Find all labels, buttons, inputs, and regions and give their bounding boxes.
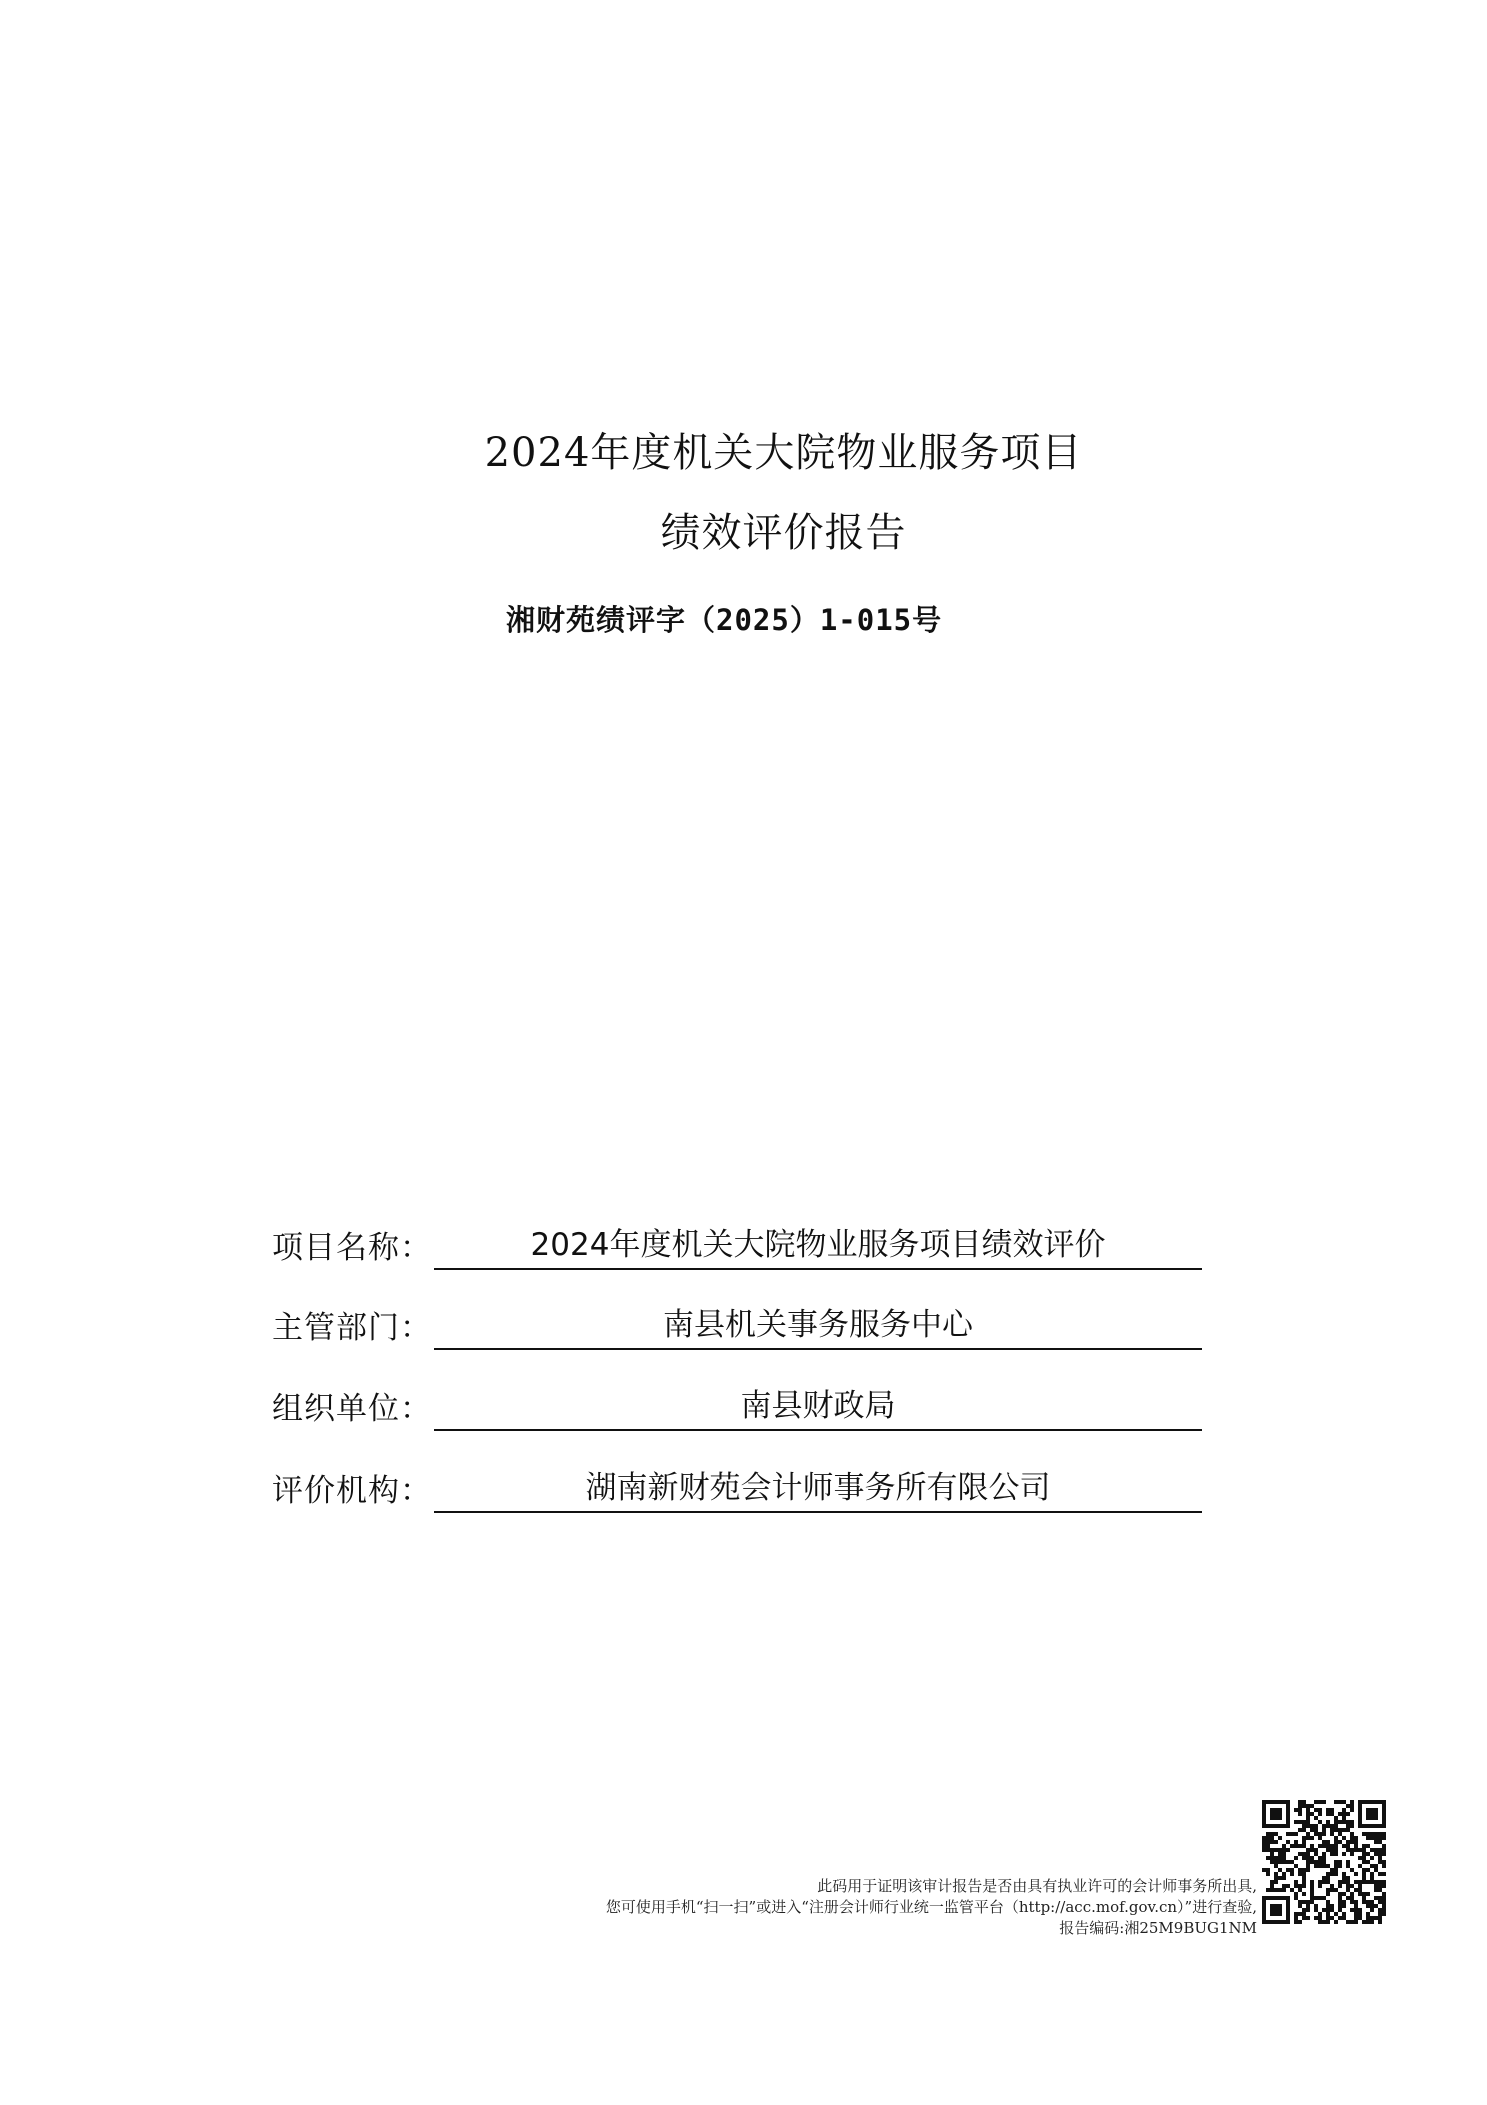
report-title-line2: 绩效评价报告 xyxy=(660,510,907,556)
verification-note-line1: 此码用于证明该审计报告是否由具有执业许可的会计师事务所出具, xyxy=(817,1877,1257,1895)
info-label: 评价机构： xyxy=(272,1473,432,1509)
report-title-line1: 2024年度机关大院物业服务项目 xyxy=(484,430,1083,476)
info-value: 2024年度机关大院物业服务项目绩效评价 xyxy=(434,1226,1202,1270)
info-value: 南县财政局 xyxy=(434,1387,1202,1431)
info-value: 湖南新财苑会计师事务所有限公司 xyxy=(434,1469,1202,1513)
info-value: 南县机关事务服务中心 xyxy=(434,1306,1202,1350)
qr-code-icon xyxy=(1262,1800,1386,1924)
verification-note-line2: 您可使用手机“扫一扫”或进入“注册会计师行业统一监管平台（http://acc.mof.gov.cn）”进行查验, xyxy=(605,1898,1257,1916)
info-label: 组织单位： xyxy=(272,1391,432,1427)
info-row-organizer xyxy=(272,1387,1202,1431)
verification-note-line3: 报告编码:湘25M9BUG1NM xyxy=(1059,1919,1257,1937)
info-label: 项目名称： xyxy=(272,1230,432,1266)
document-number: 湘财苑绩评字（2025）1-015号 xyxy=(506,603,943,637)
info-row-project-name xyxy=(272,1226,1202,1270)
verification-note xyxy=(477,1876,1257,1939)
info-row-evaluator xyxy=(272,1469,1202,1513)
info-label: 主管部门： xyxy=(272,1310,432,1346)
info-row-department xyxy=(272,1306,1202,1350)
